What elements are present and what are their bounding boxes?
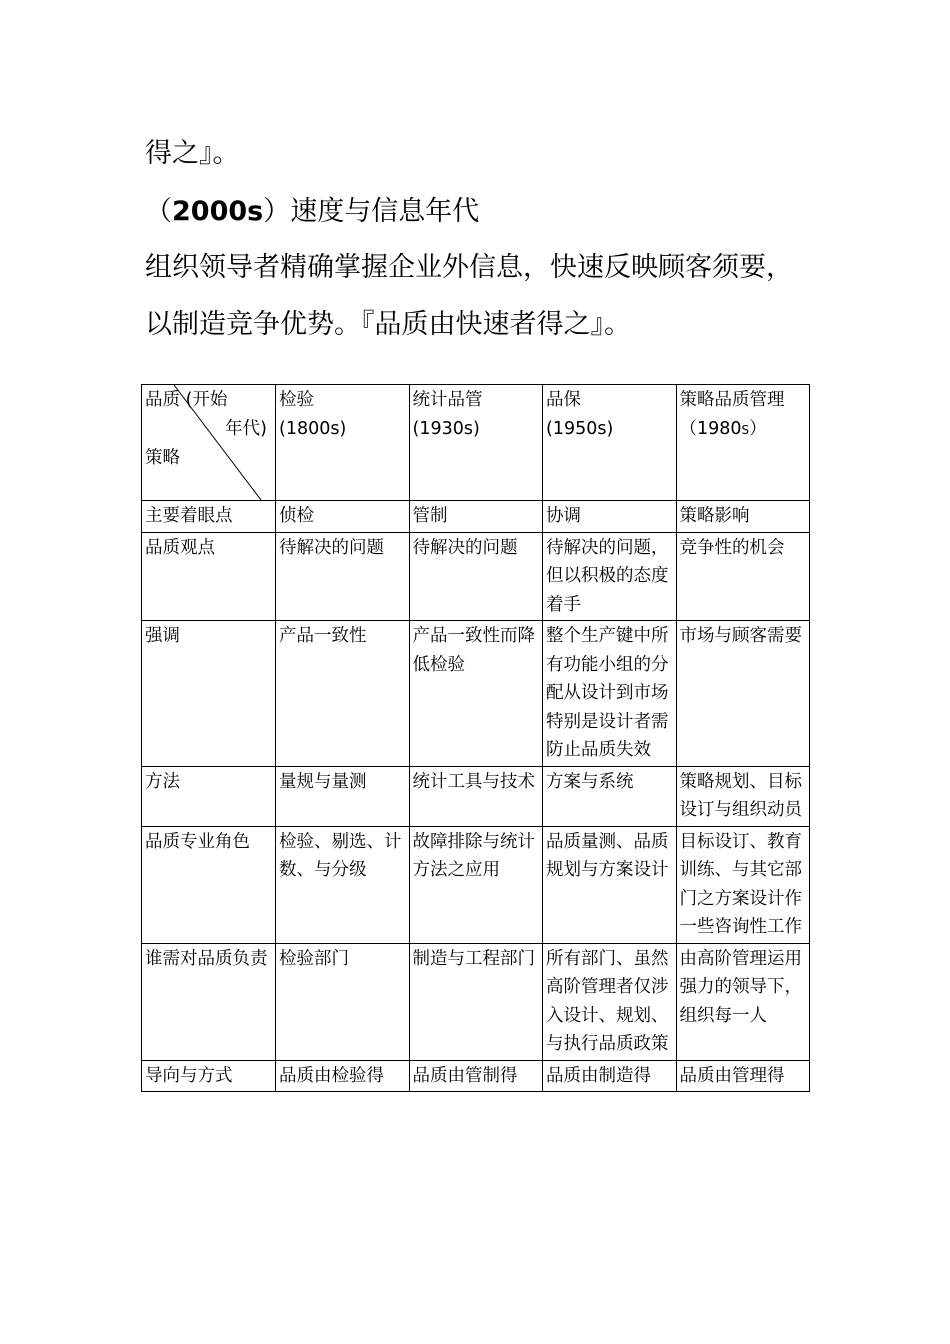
section-heading-2000s bbox=[145, 196, 479, 228]
table-cell: 市场与顾客需要 bbox=[676, 621, 810, 767]
table-cell: 检验部门 bbox=[276, 943, 410, 1060]
table-row bbox=[142, 766, 810, 826]
table-cell: 制造与工程部门 bbox=[409, 943, 543, 1060]
table-cell: 侦检 bbox=[276, 501, 410, 533]
table-cell: 统计工具与技术 bbox=[409, 766, 543, 826]
paragraph-continuation: 得之』。 bbox=[145, 138, 240, 169]
table-cell: 产品一致性而降低检验 bbox=[409, 621, 543, 767]
table-row bbox=[142, 1060, 810, 1092]
header-row bbox=[142, 385, 810, 501]
header-cell-sqm bbox=[676, 385, 810, 501]
header-era-close: ） bbox=[749, 418, 767, 439]
table-cell: 量规与量测 bbox=[276, 766, 410, 826]
table-row bbox=[142, 621, 810, 767]
table-cell: 待解决的问题 bbox=[409, 532, 543, 621]
table-cell: 所有部门、虽然高阶管理者仅涉入设计、规划、与执行品质政策 bbox=[543, 943, 677, 1060]
row-label: 主要着眼点 bbox=[142, 501, 276, 533]
heading-title: ）速度与信息年代 bbox=[263, 196, 480, 227]
table-row bbox=[142, 532, 810, 621]
table-cell: 品质量测、品质规划与方案设计 bbox=[543, 826, 677, 943]
header-era: (1800s) bbox=[279, 418, 347, 439]
header-label: 检验 bbox=[279, 390, 314, 410]
corner-header-cell bbox=[142, 385, 276, 501]
table-cell: 整个生产键中所有功能小组的分配从设计到市场特别是设计者需防止品质失效 bbox=[543, 621, 677, 767]
table-cell: 品质由管理得 bbox=[676, 1060, 810, 1092]
table-row bbox=[142, 501, 810, 533]
table-cell: 策略影响 bbox=[676, 501, 810, 533]
row-label: 品质专业角色 bbox=[142, 826, 276, 943]
row-label: 品质观点 bbox=[142, 532, 276, 621]
table-cell: 策略规划、目标设订与组织动员 bbox=[676, 766, 810, 826]
table-cell: 品质由检验得 bbox=[276, 1060, 410, 1092]
corner-label-bottom: 策略 bbox=[145, 448, 180, 468]
header-era: (1950s) bbox=[546, 418, 614, 439]
row-label: 导向与方式 bbox=[142, 1060, 276, 1092]
table-row bbox=[142, 943, 810, 1060]
header-label: 策略品质管理 bbox=[679, 390, 785, 410]
table-cell: 待解决的问题 bbox=[276, 532, 410, 621]
header-label: 品保 bbox=[546, 390, 581, 410]
row-label: 谁需对品质负责 bbox=[142, 943, 276, 1060]
paragraph-line-1: 组织领导者精确掌握企业外信息，快速反映顾客须要， bbox=[145, 252, 793, 283]
heading-era: 2000s bbox=[172, 196, 264, 227]
header-era-text: （1980 bbox=[679, 418, 742, 439]
table-cell: 故障排除与统计方法之应用 bbox=[409, 826, 543, 943]
row-label: 强调 bbox=[142, 621, 276, 767]
header-cell-qa bbox=[543, 385, 677, 501]
table-cell: 待解决的问题，但以积极的态度着手 bbox=[543, 532, 677, 621]
table-cell: 协调 bbox=[543, 501, 677, 533]
table-cell: 方案与系统 bbox=[543, 766, 677, 826]
header-label: 统计品管 bbox=[412, 390, 483, 410]
table-cell: 竞争性的机会 bbox=[676, 532, 810, 621]
header-era: (1930s) bbox=[412, 418, 480, 439]
corner-label-top: 品质 (开始 bbox=[145, 390, 228, 410]
row-label: 方法 bbox=[142, 766, 276, 826]
header-cell-spc bbox=[409, 385, 543, 501]
table-row bbox=[142, 826, 810, 943]
corner-label-right: 年代) bbox=[225, 419, 267, 439]
table-cell: 品质由管制得 bbox=[409, 1060, 543, 1092]
header-era-subscript: S bbox=[741, 422, 750, 437]
quality-strategy-table bbox=[141, 384, 810, 1092]
table-cell: 检验、剔选、计数、与分级 bbox=[276, 826, 410, 943]
header-cell-inspection bbox=[276, 385, 410, 501]
table-cell: 管制 bbox=[409, 501, 543, 533]
table-cell: 目标设订、教育训练、与其它部门之方案设计作一些咨询性工作 bbox=[676, 826, 810, 943]
header-era bbox=[680, 415, 807, 445]
paragraph-line-2: 以制造竞争优势。『品质由快速者得之』。 bbox=[145, 309, 631, 340]
heading-open-paren: （ bbox=[145, 196, 172, 227]
table-cell: 由高阶管理运用强力的领导下，组织每一人 bbox=[676, 943, 810, 1060]
table-cell: 产品一致性 bbox=[276, 621, 410, 767]
table-cell: 品质由制造得 bbox=[543, 1060, 677, 1092]
